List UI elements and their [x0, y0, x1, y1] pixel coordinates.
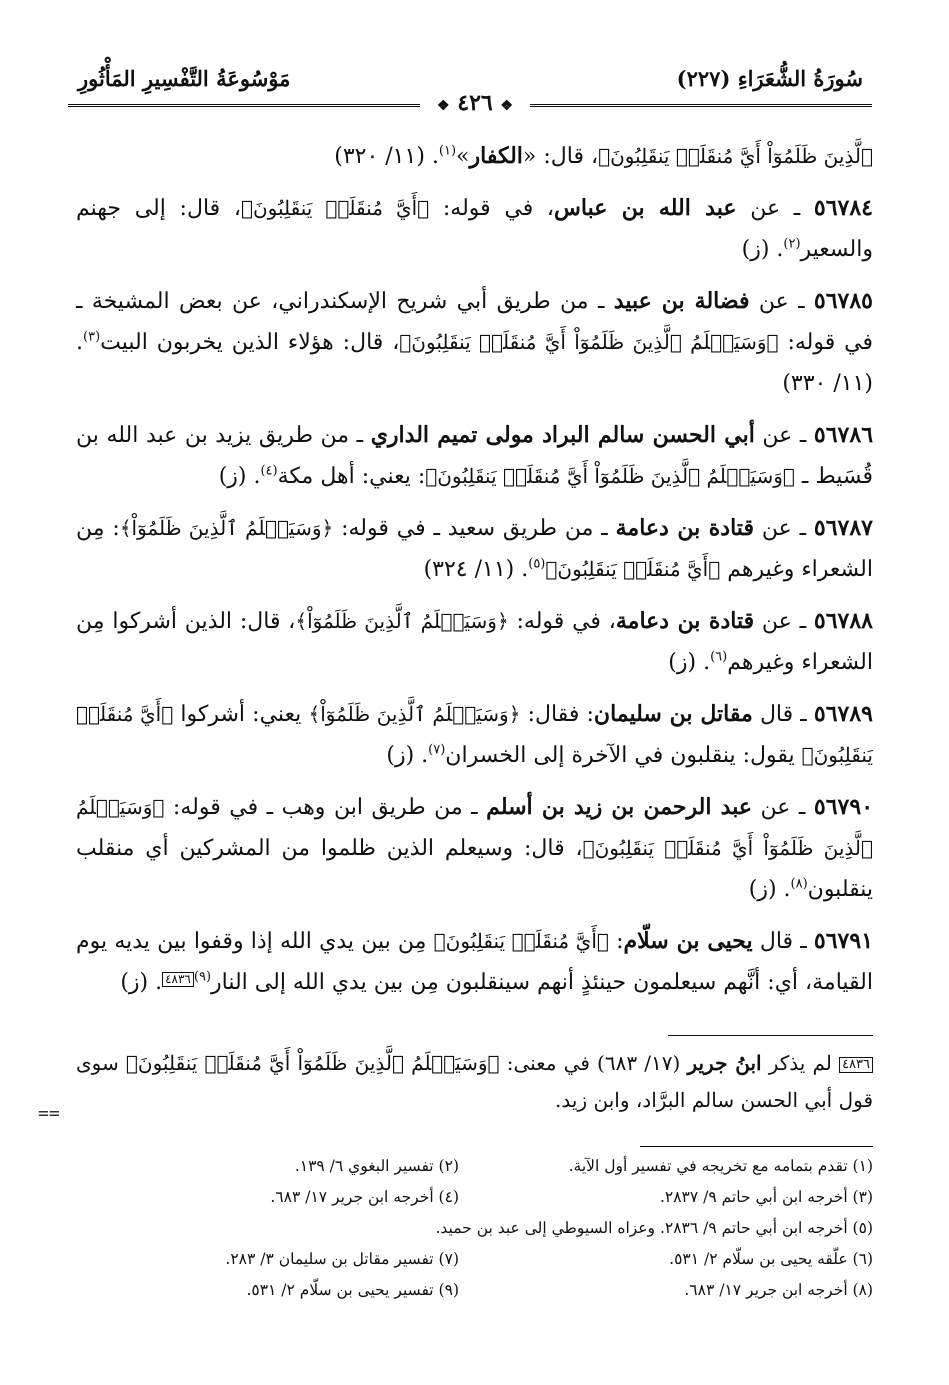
- footnote-ref: (٢): [783, 236, 801, 252]
- footnote-ref: (٣): [83, 329, 101, 345]
- text-run: . (ز): [386, 743, 429, 768]
- text-run: ـ قال: [752, 702, 814, 727]
- narration-number: ٥٦٧٨٨: [813, 608, 873, 634]
- text-run: . (ز): [741, 237, 784, 262]
- quran-quote: ﴿وَسَيَعۡلَمُ ٱلَّذِينَ ظَلَمُوٓاْ﴾: [308, 702, 521, 726]
- text-run: : فقال:: [520, 702, 594, 727]
- narration-number: ٥٦٧٨٤: [813, 195, 873, 221]
- quran-quote: ﴿وَسَيَعۡلَمُ ٱلَّذِينَ ظَلَمُوٓاْ أَيَّ مُنقَلَبٖ يَنقَلِبُونَ﴾: [425, 464, 795, 488]
- narrator-name: فضالة بن عبيد: [613, 288, 750, 314]
- narrator-name: ابنُ جرير: [687, 1051, 762, 1075]
- text-run: ـ عن: [754, 609, 814, 634]
- page-number-value: ٤٢٦: [457, 90, 493, 116]
- narration-entry: [76, 136, 873, 177]
- narration-entry: [76, 188, 873, 270]
- narration-entry: [76, 508, 873, 590]
- text-run: ـ قال: [752, 929, 814, 954]
- text-run: ، قال: وسيعلم الذين ظلموا من المشركين أي منقلب ينقلبون: [76, 836, 873, 902]
- quran-quote: ﴿أَيَّ مُنقَلَبٖ يَنقَلِبُونَ﴾: [545, 557, 721, 581]
- ornament-icon: ❖: [437, 98, 450, 114]
- surah-title: سُورَةُ الشُّعَرَاءِ (٢٢٧): [676, 66, 863, 91]
- narrator-name: الكفار: [469, 143, 523, 169]
- footnote-separator: [640, 1146, 873, 1147]
- footnote: (٢) تفسير البغوي ٦/ ١٣٩.: [294, 1157, 459, 1175]
- header-rule-right: [530, 104, 872, 107]
- narration-entry: [76, 694, 873, 776]
- ornament-icon: ❖: [500, 98, 513, 114]
- text-run: سوى قول أبي الحسن سالم البرَّاد، وابن زيد.: [76, 1051, 873, 1112]
- narration-number: ٥٦٧٩٠: [813, 794, 874, 820]
- text-run: ـ عن: [753, 516, 814, 541]
- footnote: (٥) أخرجه ابن أبي حاتم ٩/ ٢٨٣٦. وعزاه السيوطي إلى عبد بن حميد.: [435, 1219, 873, 1237]
- narration-entry: [76, 921, 873, 1003]
- narrator-name: يحيى بن سلّام: [623, 928, 753, 954]
- narration-number: ٥٦٧٨٩: [813, 701, 873, 727]
- quran-quote: ﴿أَيَّ مُنقَلَبٖ يَنقَلِبُونَ﴾: [433, 929, 609, 953]
- text-run: ـ عن: [736, 196, 814, 221]
- quran-quote: ﴿أَيَّ مُنقَلَبٖ يَنقَلِبُونَ﴾: [76, 702, 873, 767]
- narrator-name: مقاتل بن سليمان: [593, 701, 753, 727]
- commentary-separator: [668, 1035, 873, 1036]
- narration-entry: [76, 415, 873, 497]
- text-run: ، قال: هؤلاء الذين يخربون البيت: [100, 330, 400, 355]
- narration-number: ٥٦٧٨٥: [813, 288, 873, 314]
- text-run: . (ز): [668, 650, 711, 675]
- footnote-ref: (٤): [260, 463, 278, 479]
- text-run: ـ من طريق يزيد بن عبد الله بن قُسَيط ـ: [76, 423, 873, 489]
- text-run: . (ز): [748, 877, 791, 902]
- narration-entry: [76, 281, 873, 404]
- narration-number: ٥٦٧٨٧: [813, 515, 873, 541]
- text-run: . (١١/ ٣٢٠): [334, 144, 439, 169]
- text-run: . (١١/ ٣٣٠): [76, 330, 873, 396]
- text-run: ، في قوله:: [508, 609, 616, 634]
- quran-quote: ﴿وَسَيَعۡلَمُ ٱلَّذِينَ ظَلَمُوٓاْ﴾: [119, 516, 334, 540]
- text-run: ـ عن: [749, 289, 814, 314]
- text-run: لم يذكر: [761, 1051, 840, 1075]
- text-run: يقول: ينقلبون في الآخرة إلى الخسران: [445, 743, 802, 768]
- text-run: ـ عن: [754, 423, 814, 448]
- quran-quote: ﴿وَسَيَعۡلَمُ ٱلَّذِينَ ظَلَمُوٓاْ أَيَّ مُنقَلَبٖ يَنقَلِبُونَ﴾: [76, 795, 874, 860]
- text-run: (١٧/ ٦٨٣) في معنى:: [499, 1051, 688, 1075]
- text-run: ، قال: إلى جهنم والسعير: [76, 196, 873, 262]
- quran-quote: ﴿أَيَّ مُنقَلَبٖ يَنقَلِبُونَ﴾: [240, 196, 430, 220]
- narration-entry: [76, 787, 873, 910]
- page-number: [420, 90, 530, 116]
- text-run: : مِن الشعراء وغيرهم: [76, 516, 873, 582]
- footnote-ref: (٩): [193, 969, 212, 985]
- text-run: مِن بين يدي الله إذا وقفوا بين يديه يوم القيامة، أي: أنَّهم سيعلمون حينئذٍ أنهم سينقلبون مِن بين يدي الله إلى النار: [76, 929, 873, 995]
- footnote: (١) تقدم بتمامه مع تخريجه في تفسير أول الآية.: [568, 1157, 873, 1175]
- footnote: (٧) تفسير مقاتل بن سليمان ٣/ ٢٨٣.: [225, 1250, 459, 1268]
- quran-quote: ﴿وَسَيَعۡلَمُ ٱلَّذِينَ ظَلَمُوٓاْ أَيَّ مُنقَلَبٖ يَنقَلِبُونَ﴾: [399, 330, 779, 354]
- narration-entry: [76, 601, 873, 683]
- text-run: ـ من طريق ابن وهب ـ في قوله:: [164, 795, 487, 820]
- text-run: »: [456, 144, 470, 169]
- text-run: ، قال: الذين أشركوا مِن الشعراء وغيرهم: [76, 609, 873, 675]
- text-run: ـ من طريق أبي شريح الإسكندراني، عن بعض المشيخة ـ في قوله:: [76, 289, 873, 355]
- margin-mark: ==: [38, 1103, 60, 1124]
- text-run: . (ز): [218, 464, 261, 489]
- text-run: ـ من طريق سعيد ـ في قوله:: [333, 516, 616, 541]
- narrator-name: أبي الحسن سالم البراد مولى تميم الداري: [370, 422, 755, 448]
- text-run: :: [608, 929, 624, 954]
- text-run: . (ز): [120, 970, 163, 995]
- header-rule-left: [68, 104, 420, 107]
- text-run: ، في قوله:: [429, 196, 555, 221]
- commentary-ref: ٤٨٣٦: [162, 972, 194, 987]
- narrator-name: عبد الله بن عباس: [554, 195, 737, 221]
- narrator-name: قتادة بن دعامة: [615, 608, 755, 634]
- text-run: . (١١/ ٣٢٤): [423, 557, 529, 582]
- footnote: (٣) أخرجه ابن أبي حاتم ٩/ ٢٨٣٧.: [659, 1188, 873, 1206]
- narration-number: ٥٦٧٨٦: [813, 422, 874, 448]
- quran-quote: ﴿وَسَيَعۡلَمُ ٱلَّذِينَ ظَلَمُوٓاْ﴾: [295, 609, 509, 633]
- text-run: ، قال: «: [522, 144, 599, 169]
- quran-quote: ﴿وَسَيَعۡلَمُ ٱلَّذِينَ ظَلَمُوٓاْ أَيَّ مُنقَلَبٖ يَنقَلِبُونَ﴾: [125, 1051, 500, 1075]
- narration-number: ٥٦٧٩١: [813, 928, 874, 954]
- footnote-ref: (٨): [790, 876, 808, 892]
- narrator-name: قتادة بن دعامة: [615, 515, 754, 541]
- book-title: مَوْسُوعَةُ التَّفْسِيرِ المَأْثُورِ: [78, 66, 291, 91]
- narrations-body: [76, 136, 873, 1014]
- footnote: (٦) علّقه يحيى بن سلّام ٢/ ٥٣١.: [669, 1250, 873, 1268]
- footnote: (٨) أخرجه ابن جرير ١٧/ ٦٨٣.: [684, 1281, 873, 1299]
- commentary-note: [76, 1045, 873, 1119]
- footnote-ref: (١): [438, 143, 457, 159]
- footnote: (٤) أخرجه ابن جرير ١٧/ ٦٨٣.: [270, 1188, 459, 1206]
- footnote-ref: (٥): [528, 556, 546, 572]
- commentary-ref: ٤٨٣٦: [839, 1057, 873, 1073]
- narrator-name: عبد الرحمن بن زيد بن أسلم: [486, 794, 752, 820]
- footnote-ref: (٦): [710, 649, 728, 665]
- quran-quote: ٱلَّذِينَ ظَلَمُوٓاْ أَيَّ مُنقَلَبٖ يَنقَلِبُونَ﴾: [598, 144, 873, 168]
- footnote: (٩) تفسير يحيى بن سلّام ٢/ ٥٣١.: [246, 1281, 459, 1299]
- footnote-ref: (٧): [428, 742, 446, 758]
- text-run: يعني: أشركوا: [173, 702, 309, 727]
- text-run: : يعني: أهل مكة: [277, 464, 426, 489]
- text-run: ـ عن: [752, 795, 814, 820]
